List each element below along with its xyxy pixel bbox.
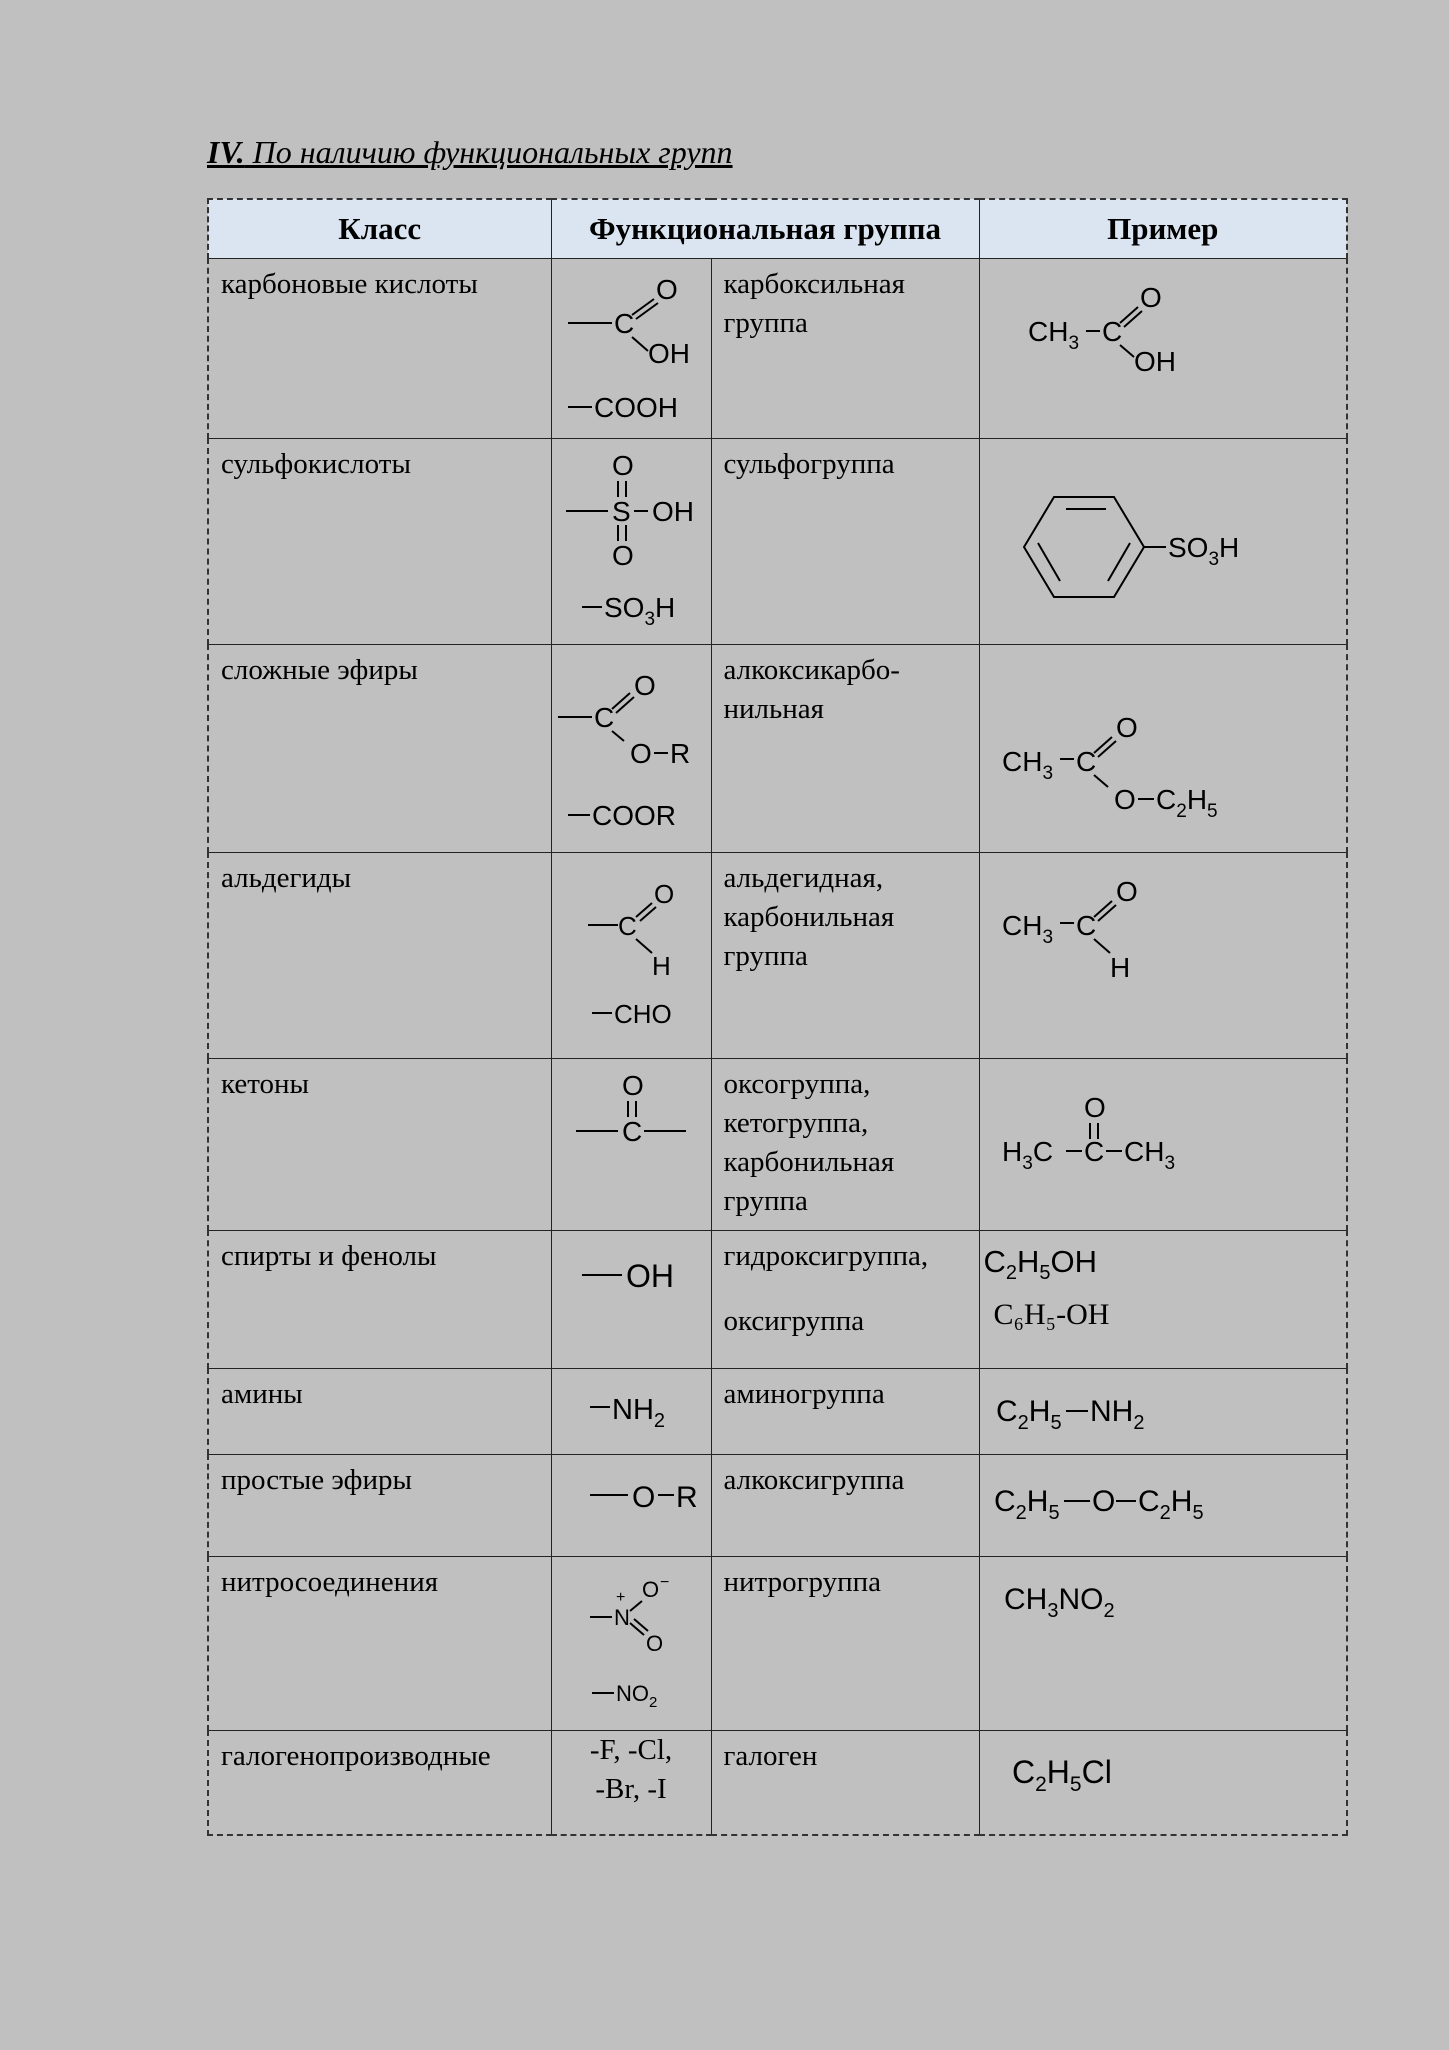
svg-text:CH3: $CH_3$ (1001, 746, 1053, 784)
group-name-cell: галоген (711, 1731, 979, 1835)
svg-text:OH: OH (647, 338, 690, 369)
example-cell (979, 1731, 1347, 1835)
amino-group-structure (552, 1369, 712, 1449)
table-header-row (208, 199, 1347, 259)
aldehyde-group-structure (552, 853, 712, 1053)
svg-text:O: O (611, 540, 634, 571)
svg-text:O: O (1115, 712, 1138, 743)
group-name-cell: оксогруппа, кетогруппа, карбонильная группа (711, 1059, 979, 1231)
example-cell (979, 439, 1347, 645)
group-name-cell: аминогруппа (711, 1369, 979, 1455)
svg-text:H: H (651, 951, 671, 981)
group-formula-cell (551, 645, 711, 853)
table-row (208, 1557, 1347, 1731)
nitro-group-structure (552, 1557, 712, 1727)
svg-text:OH: OH (1133, 346, 1176, 377)
svg-text:S: S (611, 496, 631, 527)
group-formula-cell (551, 259, 711, 439)
class-cell: альдегиды (208, 853, 551, 1059)
halogen-formula-line: -Br, -I (595, 1773, 667, 1806)
svg-text:C: C (613, 308, 634, 339)
example-cell (979, 645, 1347, 853)
table-row (208, 439, 1347, 645)
table-row (208, 853, 1347, 1059)
svg-text:SO3H: $SO_3H$ (1167, 532, 1239, 570)
group-name-cell: альдегидная, карбонильная группа (711, 853, 979, 1059)
svg-text:C: C (1075, 746, 1096, 777)
svg-text:N: N (613, 1605, 630, 1630)
header-group: Функциональная группа (551, 199, 979, 259)
svg-text:CH3: $CH_3$ (1123, 1136, 1175, 1174)
svg-text:OH: OH (651, 496, 694, 527)
acetic-acid-structure (988, 259, 1348, 379)
svg-text:C2H5: $C_2H_5$ (1137, 1485, 1204, 1524)
svg-text:O: O (1139, 282, 1162, 313)
alkoxy-group-structure (552, 1455, 712, 1545)
svg-text:NO2: $NO_2$ (615, 1681, 657, 1711)
acetone-structure (988, 1059, 1348, 1229)
svg-text:C2H5: $C_2H_5$ (1155, 784, 1218, 822)
svg-text:O: O (1091, 1485, 1115, 1518)
class-cell: нитросоединения (208, 1557, 551, 1731)
group-formula-cell (551, 1731, 711, 1835)
svg-text:O: O (645, 1631, 663, 1656)
table-row (208, 1731, 1347, 1835)
svg-text:C: C (621, 1116, 642, 1147)
svg-text:OH: OH (625, 1258, 674, 1294)
ester-group-structure (552, 645, 712, 845)
ketone-group-structure (552, 1059, 712, 1229)
svg-text:O: O (1083, 1092, 1106, 1123)
svg-text:C2H5Cl: $C_2H_5Cl$ (1011, 1754, 1112, 1796)
group-name-cell: карбоксильная группа (711, 259, 979, 439)
example-cell (979, 1231, 1347, 1369)
table-row (208, 1455, 1347, 1557)
svg-text:R: R (669, 738, 690, 769)
group-formula-cell (551, 1455, 711, 1557)
class-cell: спирты и фенолы (208, 1231, 551, 1369)
svg-text:O: O (629, 738, 652, 769)
section-title: По наличию функциональных групп (244, 134, 733, 170)
svg-text:SO3H: $SO_3H$ (603, 592, 675, 630)
svg-text:O: O (611, 450, 634, 481)
table-row (208, 1231, 1347, 1369)
table-row (208, 1369, 1347, 1455)
svg-text:NH2: $NH_2$ (1089, 1395, 1144, 1434)
svg-text:C: C (617, 911, 637, 941)
svg-text:COOH: COOH (593, 392, 678, 423)
class-cell: сложные эфиры (208, 645, 551, 853)
group-name-line: оксигруппа (723, 1305, 865, 1338)
diethyl-ether-structure (988, 1455, 1348, 1545)
ethylamine-structure (988, 1369, 1348, 1449)
chloroethane-structure (988, 1731, 1348, 1811)
section-number: IV. (207, 134, 245, 170)
hydroxyl-group-structure (552, 1231, 712, 1311)
svg-text:+: + (615, 1589, 625, 1606)
svg-text:O: O (1113, 784, 1136, 815)
group-name-cell: нитрогруппа (711, 1557, 979, 1731)
header-example: Пример (979, 199, 1347, 259)
svg-text:COOR: COOR (591, 800, 676, 831)
example-cell (979, 853, 1347, 1059)
group-formula-cell (551, 439, 711, 645)
example-cell (979, 1059, 1347, 1231)
svg-text:R: R (675, 1481, 698, 1514)
group-name-cell: алкоксигруппа (711, 1455, 979, 1557)
table-row (208, 645, 1347, 853)
nitromethane-structure (988, 1557, 1348, 1637)
header-class: Класс (208, 199, 551, 259)
svg-text:C: C (593, 702, 614, 733)
svg-text:CH3: $CH_3$ (1001, 910, 1053, 948)
group-name-line: гидроксигруппа, (723, 1240, 929, 1272)
svg-text:CH3: $CH_3$ (1027, 316, 1079, 354)
svg-text:O: O (631, 1481, 655, 1514)
sulfo-structure (552, 439, 712, 639)
svg-text:O: O (621, 1070, 644, 1101)
class-cell: сульфокислоты (208, 439, 551, 645)
example-cell (979, 1369, 1347, 1455)
example-cell (979, 259, 1347, 439)
ethanol-formula: $C_2H_5OH$ (983, 1244, 1098, 1285)
svg-text:O: O (633, 670, 656, 701)
svg-text:H3C: $H_3C$ (1001, 1136, 1053, 1174)
group-formula-cell (551, 1369, 711, 1455)
class-cell: карбоновые кислоты (208, 259, 551, 439)
svg-text:−: − (659, 1574, 669, 1591)
svg-text:C2H5: $C_2H_5$ (995, 1395, 1062, 1434)
svg-text:O: O (641, 1577, 659, 1602)
example-cell (979, 1455, 1347, 1557)
group-formula-cell (551, 1059, 711, 1231)
svg-text:C: C (1075, 910, 1096, 941)
group-formula-cell (551, 1557, 711, 1731)
table-row (208, 259, 1347, 439)
section-heading (207, 134, 733, 171)
svg-text:H: H (1109, 952, 1130, 983)
svg-text:O: O (655, 274, 678, 305)
ethyl-acetate-structure (988, 645, 1348, 845)
svg-text:CHO: CHO (613, 999, 672, 1029)
class-cell: амины (208, 1369, 551, 1455)
svg-text:O: O (653, 879, 674, 909)
acetaldehyde-structure (988, 853, 1348, 1053)
svg-text:C2H5: $C_2H_5$ (993, 1485, 1060, 1524)
functional-groups-table (207, 198, 1348, 1836)
svg-text:NH2: $NH_2$ (611, 1394, 665, 1432)
example-cell (979, 1557, 1347, 1731)
benzenesulfonic-acid-structure (988, 439, 1348, 639)
svg-text:C: C (1083, 1136, 1104, 1167)
group-name-cell: сульфогруппа (711, 439, 979, 645)
svg-text:C: C (1101, 316, 1122, 347)
group-formula-cell (551, 853, 711, 1059)
svg-text:CH3NO2: $CH_3NO_2$ (1003, 1583, 1115, 1622)
class-cell: галогенопроизводные (208, 1731, 551, 1835)
table-row (208, 1059, 1347, 1231)
phenol-formula: C₆H₅-OH (993, 1298, 1110, 1332)
class-cell: простые эфиры (208, 1455, 551, 1557)
group-name-cell: алкоксикарбо-нильная (711, 645, 979, 853)
group-name-cell (711, 1231, 979, 1369)
svg-text:O: O (1115, 876, 1138, 907)
carboxyl-structure (552, 259, 712, 434)
halogen-formula-line: -F, -Cl, (589, 1734, 673, 1766)
class-cell: кетоны (208, 1059, 551, 1231)
group-formula-cell (551, 1231, 711, 1369)
